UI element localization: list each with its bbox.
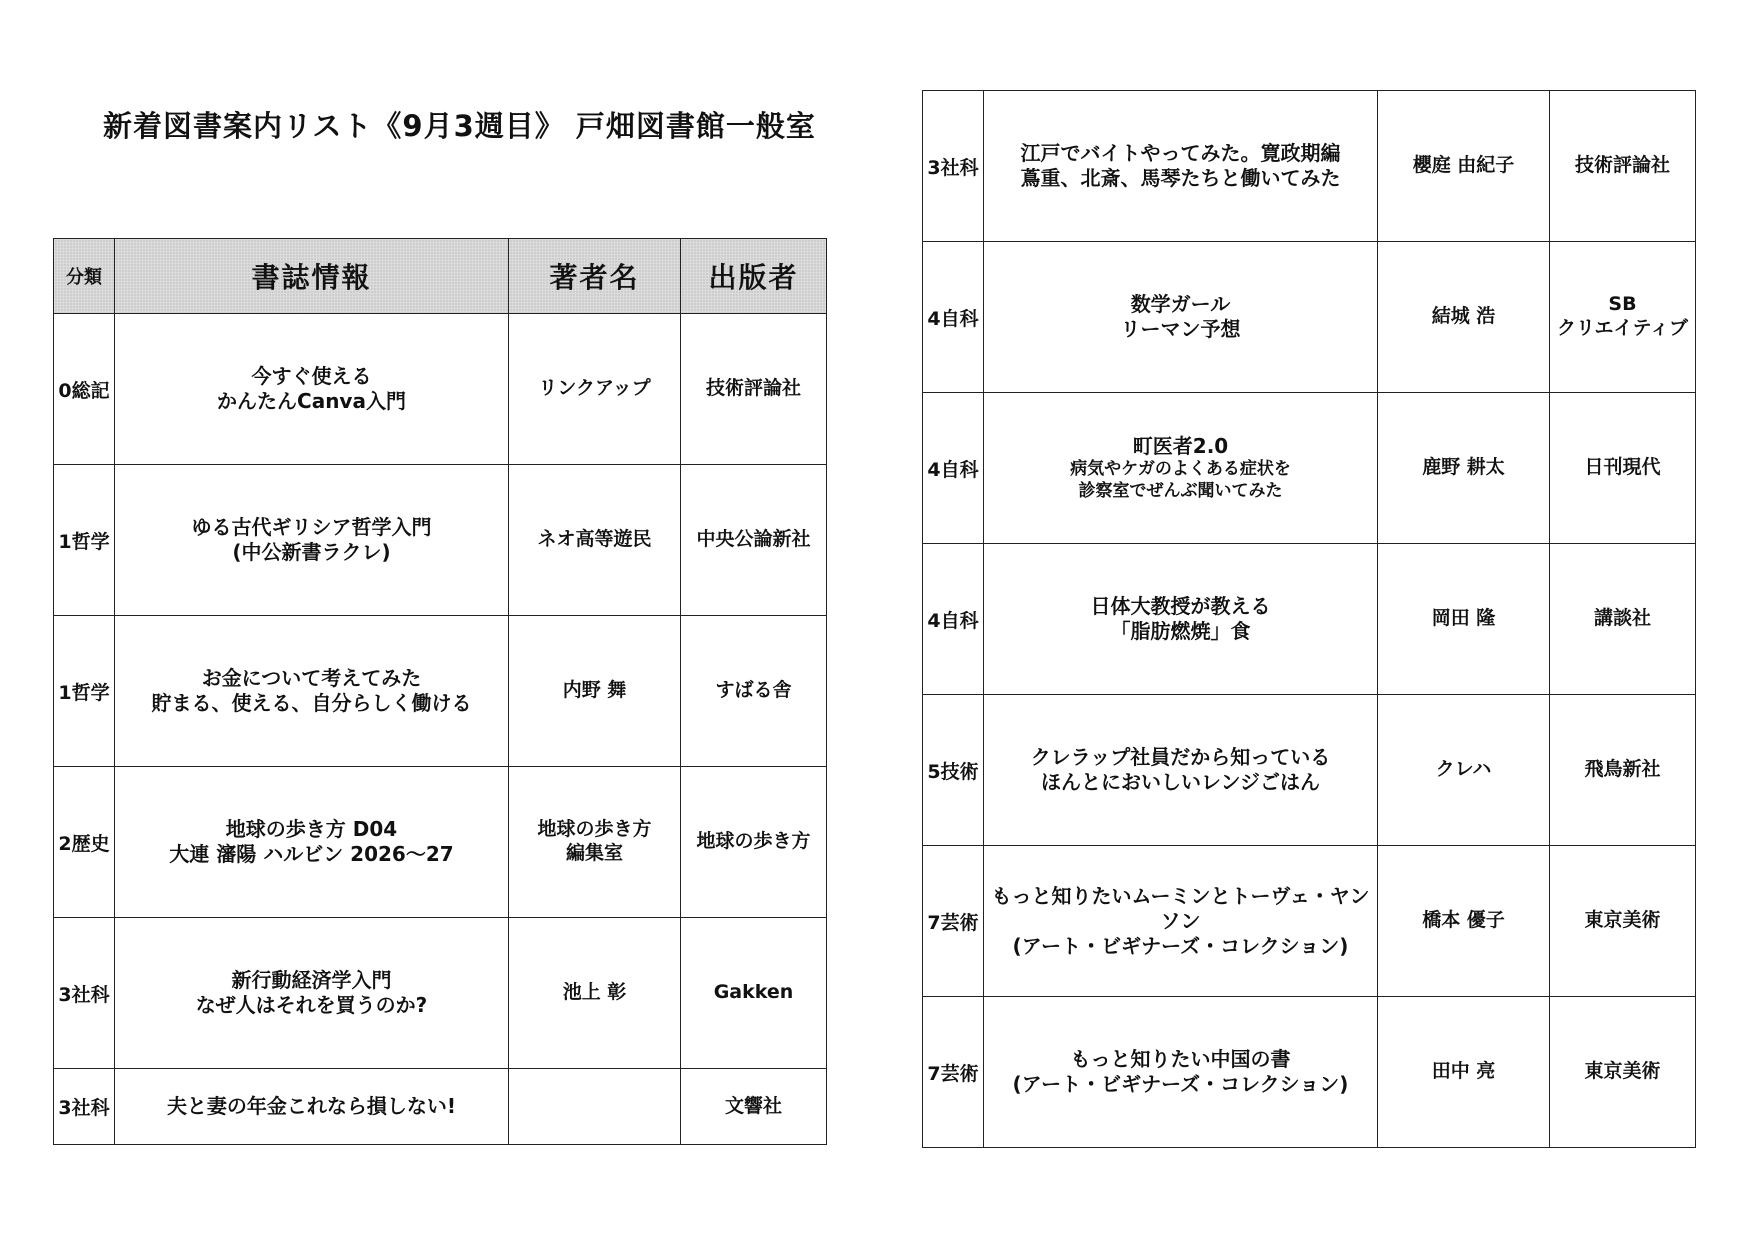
title-line: 診察室でぜんぶ聞いてみた — [1078, 480, 1283, 501]
title-line: 蔦重、北斎、馬琴たちと働いてみた — [1020, 166, 1341, 190]
author-line: 田中 亮 — [1431, 1060, 1496, 1083]
title-line: なぜ人はそれを買うのか? — [195, 993, 428, 1017]
title-line: 大連 瀋陽 ハルビン 2026～27 — [169, 842, 454, 866]
table-row — [923, 91, 1696, 242]
classification-cell: 7芸術 — [923, 997, 984, 1148]
bibliography-cell — [984, 393, 1378, 544]
publisher-line: クリエイティブ — [1556, 317, 1689, 339]
publisher-line: 文響社 — [724, 1094, 782, 1117]
table-row — [54, 314, 827, 465]
publisher-line: 技術評論社 — [1574, 154, 1670, 177]
publisher-cell — [681, 1069, 827, 1145]
publisher-line: Gakken — [713, 981, 794, 1004]
bibliography-cell — [115, 1069, 509, 1145]
author-line: 鹿野 耕太 — [1422, 456, 1505, 479]
bibliography-cell — [984, 91, 1378, 242]
author-cell — [509, 616, 681, 767]
header-publisher: 出版者 — [681, 239, 827, 314]
publisher-cell — [1550, 695, 1696, 846]
author-line: 池上 彰 — [562, 981, 627, 1004]
title-line: (中公新書ラクレ) — [232, 540, 391, 564]
publisher-cell — [1550, 846, 1696, 997]
page-title: 新着図書案内リスト《9月3週目》 戸畑図書館一般室 — [103, 109, 816, 143]
classification-cell: 4自科 — [923, 242, 984, 393]
author-cell — [509, 767, 681, 918]
publisher-cell — [681, 314, 827, 465]
publisher-cell — [1550, 91, 1696, 242]
bibliography-cell — [115, 465, 509, 616]
author-cell — [509, 314, 681, 465]
table-row — [923, 997, 1696, 1148]
table-row — [54, 1069, 827, 1145]
title-line: (アート・ビギナーズ・コレクション) — [1012, 1072, 1349, 1096]
title-line: もっと知りたいムーミンとトーヴェ・ヤンソン — [991, 883, 1370, 933]
table-row — [54, 767, 827, 918]
author-cell — [509, 465, 681, 616]
author-line: 内野 舞 — [562, 679, 627, 702]
title-line: クレラップ社員だから知っている — [1030, 745, 1331, 769]
author-cell — [509, 918, 681, 1069]
author-line: 結城 浩 — [1431, 305, 1496, 328]
publisher-line: 東京美術 — [1584, 1060, 1661, 1083]
title-line: ゆる古代ギリシア哲学入門 — [191, 515, 432, 539]
book-list-table-right — [922, 90, 1696, 1148]
author-cell — [1378, 91, 1550, 242]
author-line: ネオ高等遊民 — [537, 528, 652, 551]
publisher-cell — [1550, 544, 1696, 695]
classification-cell: 3社科 — [923, 91, 984, 242]
table-row — [923, 544, 1696, 695]
publisher-cell — [1550, 242, 1696, 393]
title-line: 日体大教授が教える — [1090, 594, 1271, 618]
header-author: 著者名 — [509, 239, 681, 314]
publisher-line: 中央公論新社 — [696, 528, 811, 551]
title-line: 町医者2.0 — [1132, 434, 1229, 459]
classification-cell: 2歴史 — [54, 767, 115, 918]
publisher-line: 技術評論社 — [705, 377, 801, 400]
title-line: (アート・ビギナーズ・コレクション) — [1012, 933, 1349, 958]
author-line: 岡田 隆 — [1431, 607, 1496, 630]
author-cell — [1378, 997, 1550, 1148]
header-classification: 分類 — [54, 239, 115, 314]
title-line: 江戸でバイトやってみた。寛政期編 — [1020, 141, 1341, 165]
table-row — [923, 393, 1696, 544]
bibliography-cell — [115, 616, 509, 767]
author-line: 櫻庭 由紀子 — [1412, 154, 1515, 177]
book-list-table-left — [53, 238, 827, 1145]
author-cell — [1378, 544, 1550, 695]
publisher-line: すばる舎 — [715, 679, 792, 702]
header-bibliography: 書誌情報 — [115, 239, 509, 314]
table-row — [923, 695, 1696, 846]
publisher-cell — [1550, 997, 1696, 1148]
title-line: 病気やケガのよくある症状を — [1070, 459, 1291, 480]
author-line: 橋本 優子 — [1422, 909, 1505, 932]
bibliography-cell — [984, 846, 1378, 997]
author-cell — [1378, 846, 1550, 997]
title-line: 数学ガール — [1130, 292, 1231, 316]
publisher-line: 東京美術 — [1584, 909, 1661, 932]
title-line: 新行動経済学入門 — [231, 968, 392, 992]
publisher-line: SB — [1608, 293, 1637, 316]
table-row — [923, 242, 1696, 393]
bibliography-cell — [115, 767, 509, 918]
author-line: 地球の歩き方 — [537, 818, 652, 841]
table-row — [923, 846, 1696, 997]
bibliography-cell — [115, 918, 509, 1069]
bibliography-cell — [984, 695, 1378, 846]
title-line: リーマン予想 — [1120, 317, 1241, 341]
publisher-line: 日刊現代 — [1584, 456, 1661, 479]
classification-cell: 4自科 — [923, 544, 984, 695]
classification-cell: 3社科 — [54, 1069, 115, 1145]
classification-cell: 0総記 — [54, 314, 115, 465]
classification-cell: 3社科 — [54, 918, 115, 1069]
publisher-line: 飛鳥新社 — [1584, 758, 1661, 781]
classification-cell: 4自科 — [923, 393, 984, 544]
publisher-cell — [1550, 393, 1696, 544]
publisher-cell — [681, 465, 827, 616]
table-row — [54, 616, 827, 767]
classification-cell: 1哲学 — [54, 616, 115, 767]
title-line: 貯まる、使える、自分らしく働ける — [151, 691, 472, 715]
bibliography-cell — [984, 997, 1378, 1148]
author-line: 編集室 — [565, 842, 623, 864]
author-line: クレハ — [1435, 758, 1492, 781]
table-row — [54, 465, 827, 616]
title-line: 「脂肪燃焼」食 — [1110, 619, 1251, 643]
classification-cell: 7芸術 — [923, 846, 984, 997]
title-line: 今すぐ使える — [251, 364, 372, 388]
publisher-line: 地球の歩き方 — [696, 830, 811, 853]
title-line: お金について考えてみた — [201, 666, 422, 690]
author-cell — [509, 1069, 681, 1145]
author-cell — [1378, 242, 1550, 393]
author-cell — [1378, 393, 1550, 544]
publisher-cell — [681, 616, 827, 767]
classification-cell: 5技術 — [923, 695, 984, 846]
bibliography-cell — [984, 544, 1378, 695]
title-line: ほんとにおいしいレンジごはん — [1041, 770, 1320, 794]
bibliography-cell — [115, 314, 509, 465]
author-cell — [1378, 695, 1550, 846]
author-line: リンクアップ — [538, 377, 651, 400]
publisher-cell — [681, 918, 827, 1069]
title-line: 夫と妻の年金これなら損しない! — [166, 1094, 457, 1118]
publisher-cell — [681, 767, 827, 918]
table-header-row — [54, 239, 827, 314]
title-line: かんたんCanva入門 — [217, 389, 406, 413]
table-row — [54, 918, 827, 1069]
classification-cell: 1哲学 — [54, 465, 115, 616]
bibliography-cell — [984, 242, 1378, 393]
publisher-line: 講談社 — [1593, 607, 1651, 630]
title-line: 地球の歩き方 D04 — [225, 817, 398, 841]
title-line: もっと知りたい中国の書 — [1070, 1047, 1291, 1071]
